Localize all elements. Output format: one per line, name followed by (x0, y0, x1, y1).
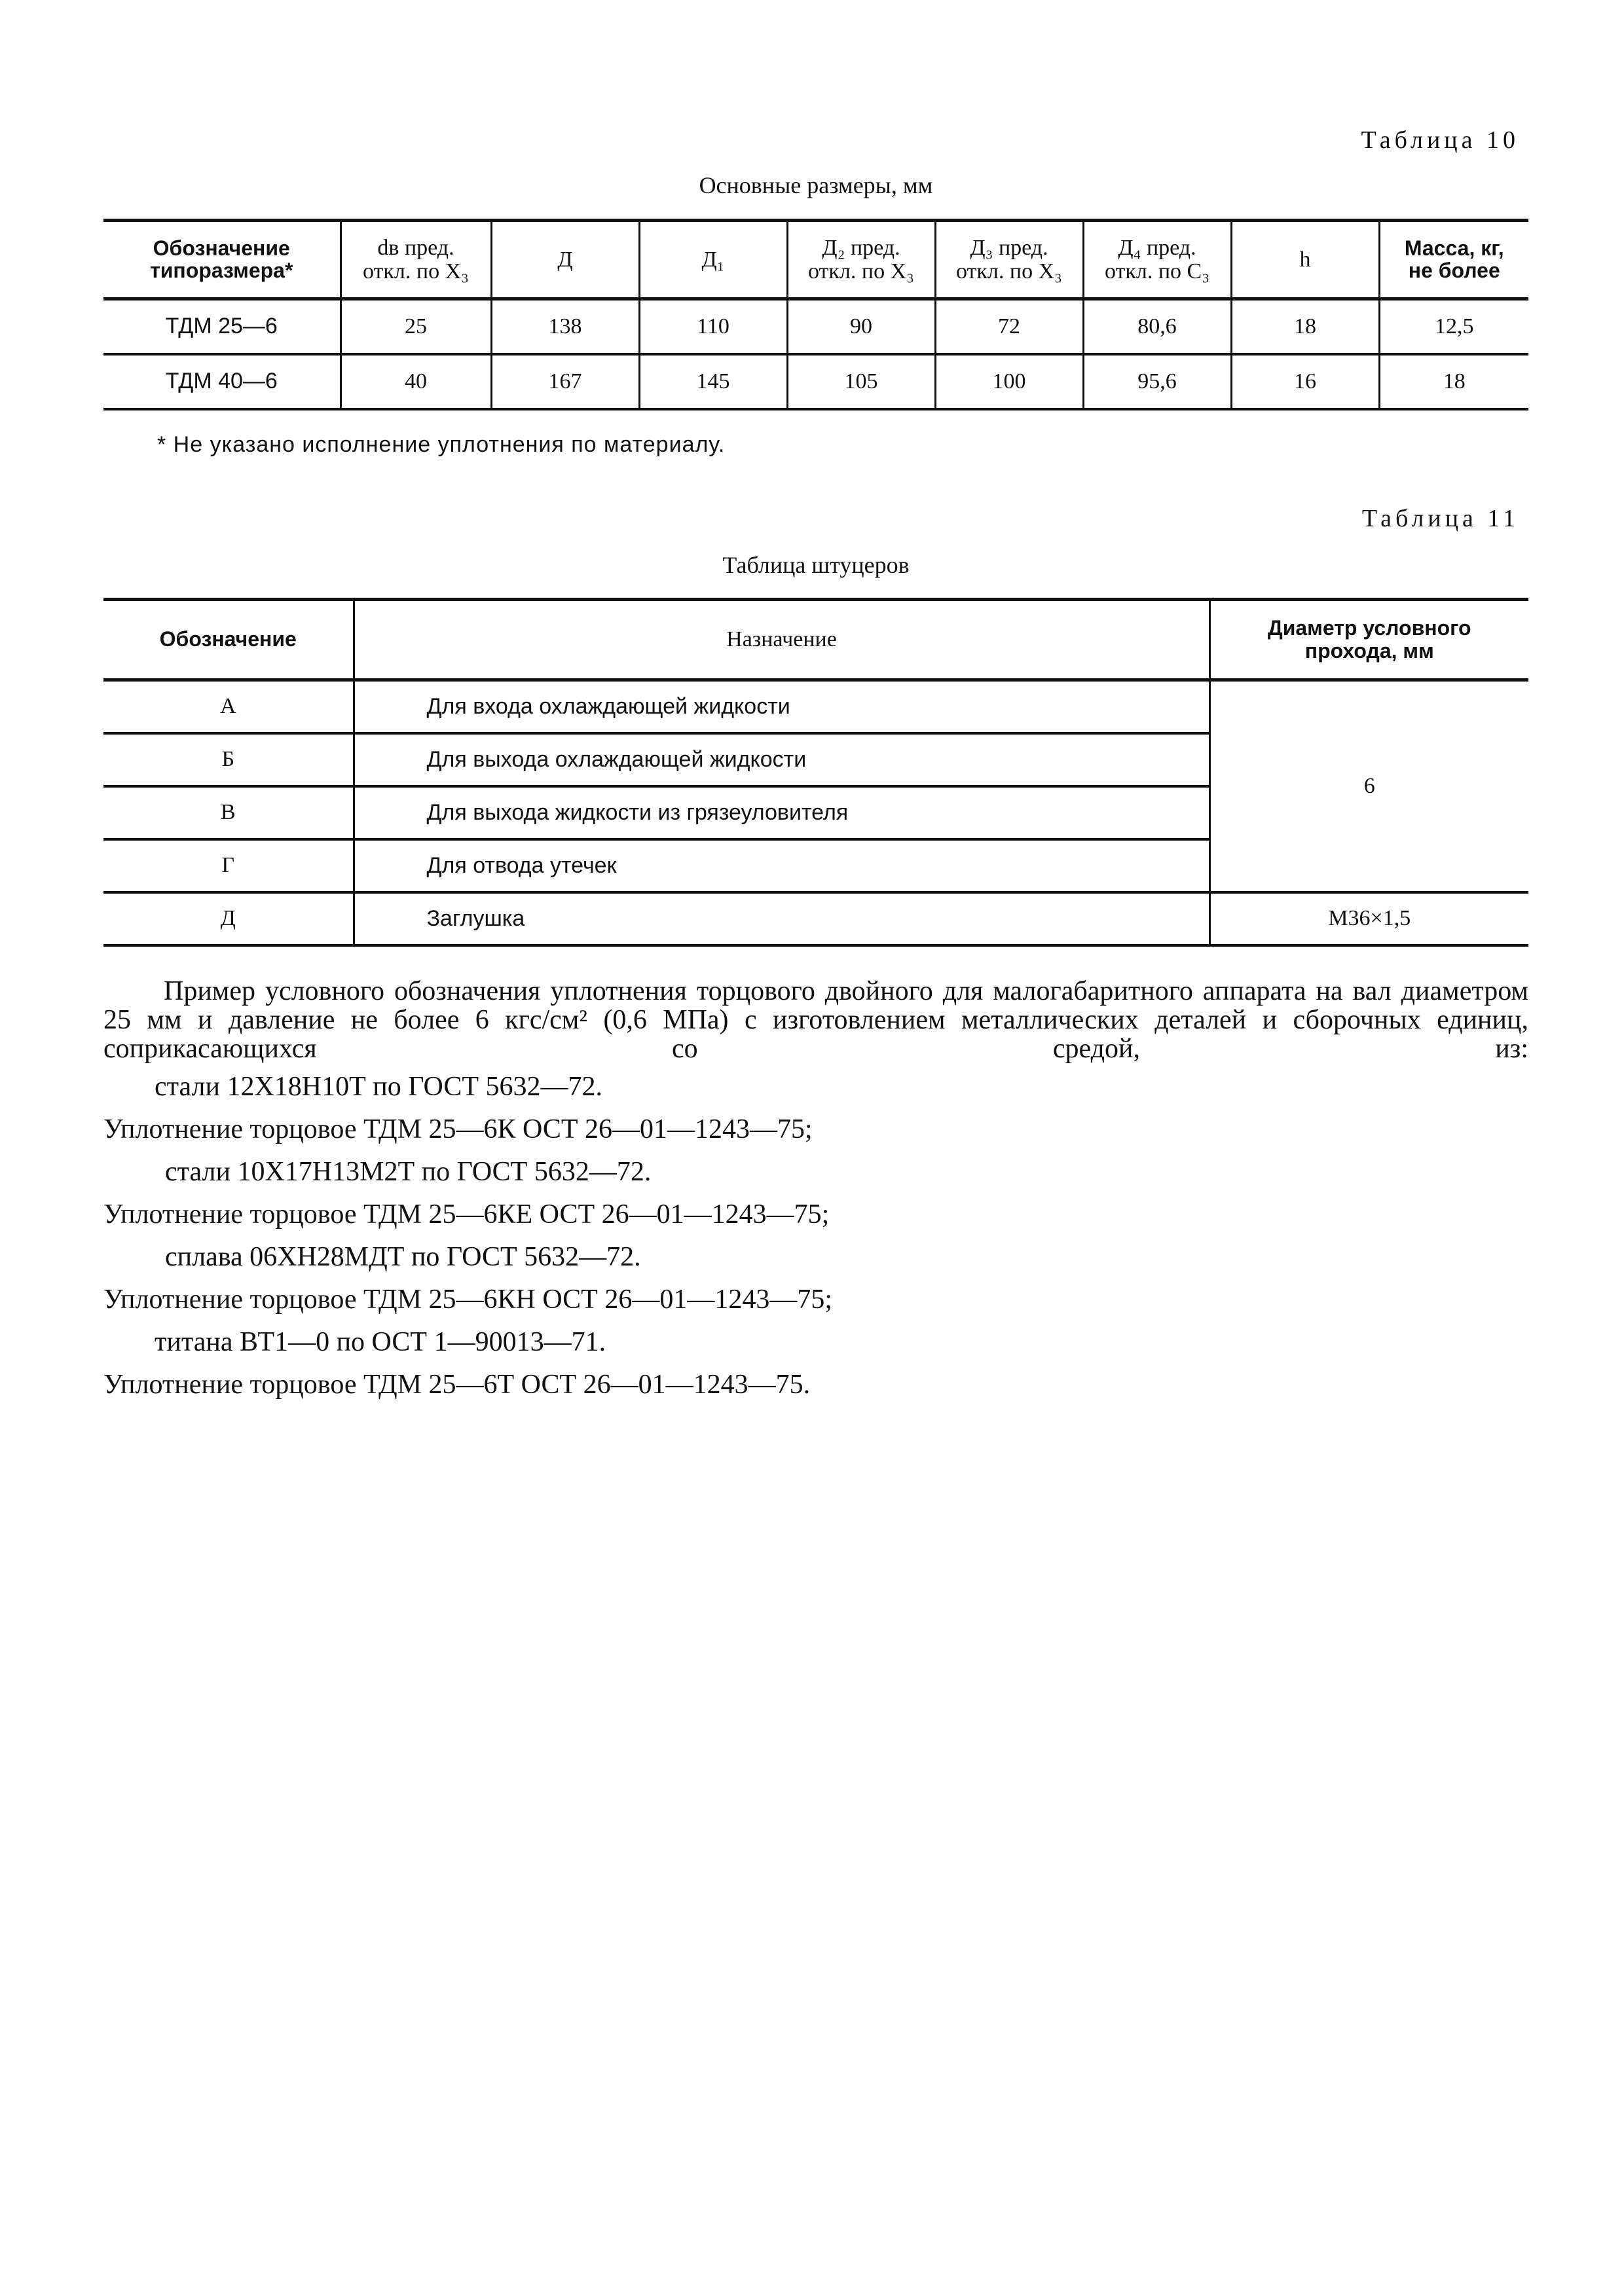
table-10-footnote: * Не указано исполнение уплотнения по материалу. (157, 432, 726, 457)
cell-value: 16 (1231, 354, 1379, 409)
header-mass: Масса, кг, не более (1379, 221, 1528, 299)
material-line: титана ВТ1—0 по ОСТ 1—90013—71. (155, 1327, 606, 1357)
cell-value: 167 (491, 354, 639, 409)
table-10-number: Таблица 10 (1361, 126, 1519, 154)
table-row (103, 354, 1528, 409)
cell-purpose: Для входа охлаждающей жидкости (354, 680, 1209, 733)
cell-diameter: 6 (1209, 680, 1528, 892)
header-d2: Д₂ пред. откл. по Х₃ (787, 221, 935, 299)
cell-code: Д (103, 892, 354, 945)
cell-purpose: Заглушка (354, 892, 1209, 945)
cell-value: 12,5 (1379, 299, 1528, 354)
cell-purpose: Для выхода жидкости из грязеуловителя (354, 786, 1209, 839)
example-paragraph: Пример условного обозначения уплотнения торцового двойного для малогабаритного аппарата на вал диаметром 25 мм и давление не более 6 кгс/см² (0,6 МПа) с изготовлением металлических деталей и сборочных единиц, соприкасающихся со средой, из: (103, 976, 1528, 1064)
cell-value: 100 (935, 354, 1083, 409)
material-line: сплава 06ХН28МДТ по ГОСТ 5632—72. (165, 1242, 641, 1272)
cell-purpose: Для выхода охлаждающей жидкости (354, 733, 1209, 786)
cell-value: 90 (787, 299, 935, 354)
cell-code: А (103, 680, 354, 733)
cell-purpose: Для отвода утечек (354, 839, 1209, 892)
designation-line: Уплотнение торцовое ТДМ 25—6КЕ ОСТ 26—01—1243—75; (103, 1199, 830, 1230)
header-diameter: Диаметр условного прохода, мм (1209, 600, 1528, 680)
table-header-row (103, 600, 1528, 680)
designation-line: Уплотнение торцовое ТДМ 25—6К ОСТ 26—01—1243—75; (103, 1114, 813, 1144)
material-line: стали 10Х17Н13М2Т по ГОСТ 5632—72. (165, 1157, 652, 1187)
table-row (103, 892, 1528, 945)
header-d1: Д₁ (639, 221, 787, 299)
header-purpose: Назначение (354, 600, 1209, 680)
header-h: h (1231, 221, 1379, 299)
cell-code: В (103, 786, 354, 839)
cell-value: 95,6 (1083, 354, 1231, 409)
cell-designation: ТДМ 40—6 (103, 354, 341, 409)
cell-diameter: М36×1,5 (1209, 892, 1528, 945)
header-designation: Обозначение (103, 600, 354, 680)
cell-value: 72 (935, 299, 1083, 354)
cell-value: 40 (341, 354, 491, 409)
dimensions-table (103, 219, 1528, 410)
cell-value: 110 (639, 299, 787, 354)
cell-value: 105 (787, 354, 935, 409)
header-d: Д (491, 221, 639, 299)
table-row (103, 299, 1528, 354)
fittings-table (103, 598, 1528, 947)
cell-code: Г (103, 839, 354, 892)
cell-value: 25 (341, 299, 491, 354)
cell-value: 18 (1231, 299, 1379, 354)
table-10-caption: Основные размеры, мм (699, 172, 933, 198)
table-row (103, 680, 1528, 733)
cell-value: 145 (639, 354, 787, 409)
table-11-number: Таблица 11 (1361, 505, 1519, 532)
cell-code: Б (103, 733, 354, 786)
table-header-row (103, 221, 1528, 299)
header-designation: Обозначение типоразмера* (103, 221, 341, 299)
cell-value: 80,6 (1083, 299, 1231, 354)
table-11-caption: Таблица штуцеров (722, 552, 910, 578)
cell-designation: ТДМ 25—6 (103, 299, 341, 354)
header-db: dв пред. откл. по Х₃ (341, 221, 491, 299)
designation-line: Уплотнение торцовое ТДМ 25—6Т ОСТ 26—01—1243—75. (103, 1370, 811, 1400)
cell-value: 18 (1379, 354, 1528, 409)
material-line: стали 12Х18Н10Т по ГОСТ 5632—72. (155, 1072, 602, 1102)
header-d4: Д₄ пред. откл. по С₃ (1083, 221, 1231, 299)
cell-value: 138 (491, 299, 639, 354)
header-d3: Д₃ пред. откл. по Х₃ (935, 221, 1083, 299)
designation-line: Уплотнение торцовое ТДМ 25—6КН ОСТ 26—01—1243—75; (103, 1285, 832, 1315)
